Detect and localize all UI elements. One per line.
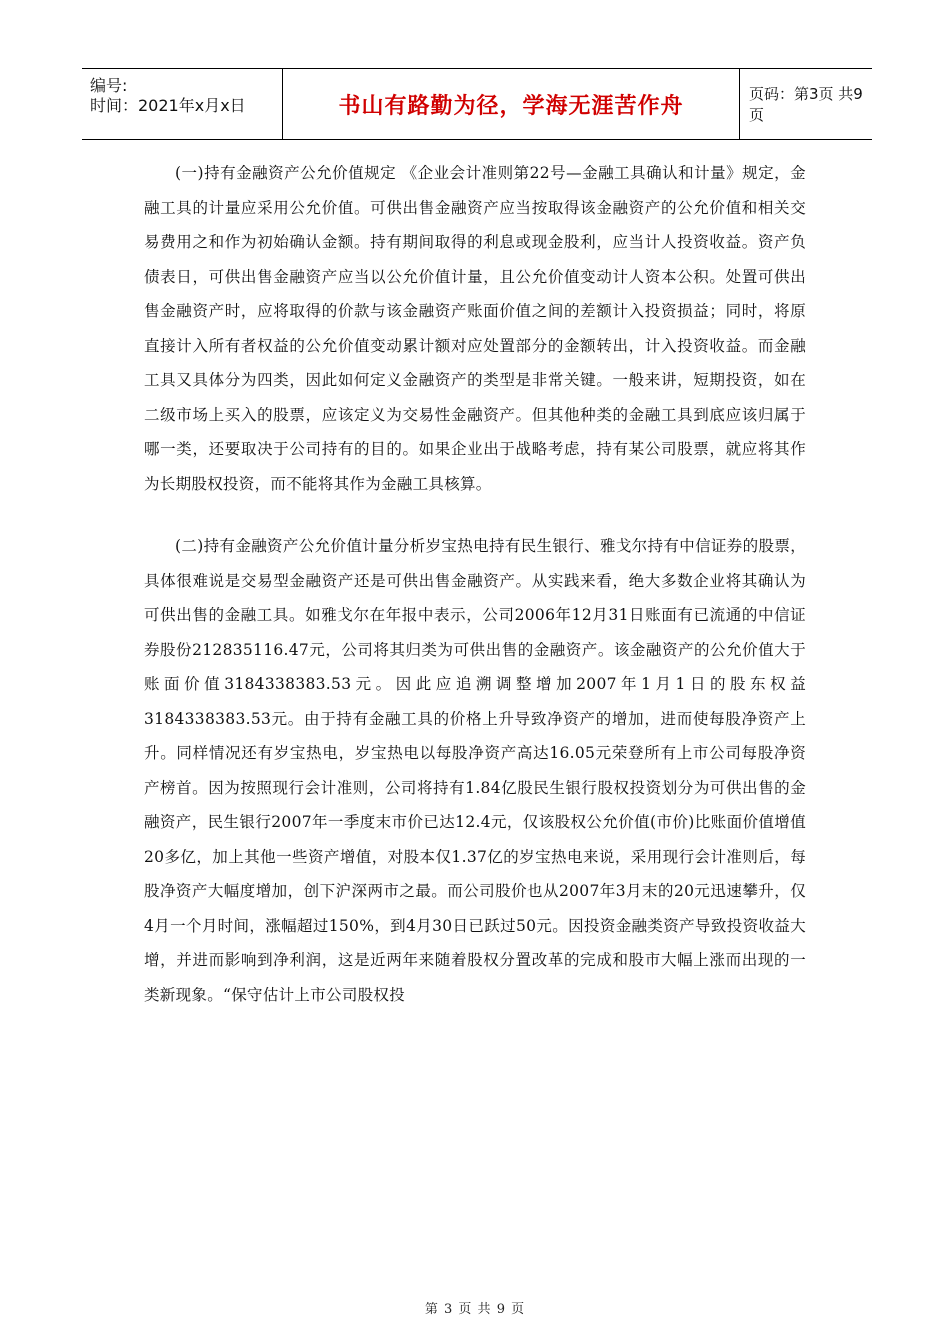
header-meta [82, 69, 282, 139]
page-footer: 第 3 页 共 9 页 [424, 1302, 526, 1317]
document-body [144, 156, 806, 1012]
header-motto: 书山有路勤为径，学海无涯苦作舟 [282, 69, 740, 139]
page-header [82, 68, 872, 140]
paragraph-2: (二)持有金融资产公允价值计量分析岁宝热电持有民生银行、雅戈尔持有中信证券的股票，具体很难说是交易型金融资产还是可供出售金融资产。从实践来看，绝大多数企业将其确认为可供出售的金融工具。如雅戈尔在年报中表示，公司2006年12月31日账面有已流通的中信证券股份212835116.47元，公司将其归类为可供出售的金融资产。该金融资产的公允价值大于账面价值3184338383.53元。因此应追溯调整增加2007年1月1日的股东权益3184338383.53元。由于持有金融工具的价格上升导致净资产的增加，进而使每股净资产上升。同样情况还有岁宝热电，岁宝热电以每股净资产高达16.05元荣登所有上市公司每股净资产榜首。因为按照现行会计准则，公司将持有1.84亿股民生银行股权投资划分为可供出售的金融资产，民生银行2007年一季度末市价已达12.4元，仅该股权公允价值(市价)比账面价值增值20多亿，加上其他一些资产增值，对股本仅1.37亿的岁宝热电来说，采用现行会计准则后，每股净资产大幅度增加，创下沪深两市之最。而公司股价也从2007年3月末的20元迅速攀升，仅4月一个月时间，涨幅超过150%，到4月30日已跃过50元。因投资金融类资产导致投资收益大增，并进而影响到净利润，这是近两年来随着股权分置改革的完成和股市大幅上涨而出现的一类新现象。“保守估计上市公司股权投 [144, 537, 806, 1004]
header-page-info: 页码：第3页 共9页 [749, 85, 863, 124]
document-number-label: 编号: [90, 76, 128, 95]
document-date-label: 时间：2021年x月x日 [90, 96, 246, 115]
paragraph-1: (一)持有金融资产公允价值规定 《企业会计准则第22号—金融工具确认和计量》规定，金融工具的计量应采用公允价值。可供出售金融资产应当按取得该金融资产的公允价值和相关交易费用之和作为初始确认金额。持有期间取得的利息或现金股利，应当计人投资收益。资产负债表日，可供出售金融资产应当以公允价值计量，且公允价值变动计人资本公积。处置可供出售金融资产时，应将取得的价款与该金融资产账面价值之间的差额计入投资损益；同时，将原直接计入所有者权益的公允价值变动累计额对应处置部分的金额转出，计入投资收益。而金融工具又具体分为四类，因此如何定义金融资产的类型是非常关键。一般来讲，短期投资，如在二级市场上买入的股票，应该定义为交易性金融资产。但其他种类的金融工具到底应该归属于哪一类，还要取决于公司持有的目的。如果企业出于战略考虑，持有某公司股票，就应将其作为长期股权投资，而不能将其作为金融工具核算。 [144, 164, 806, 493]
